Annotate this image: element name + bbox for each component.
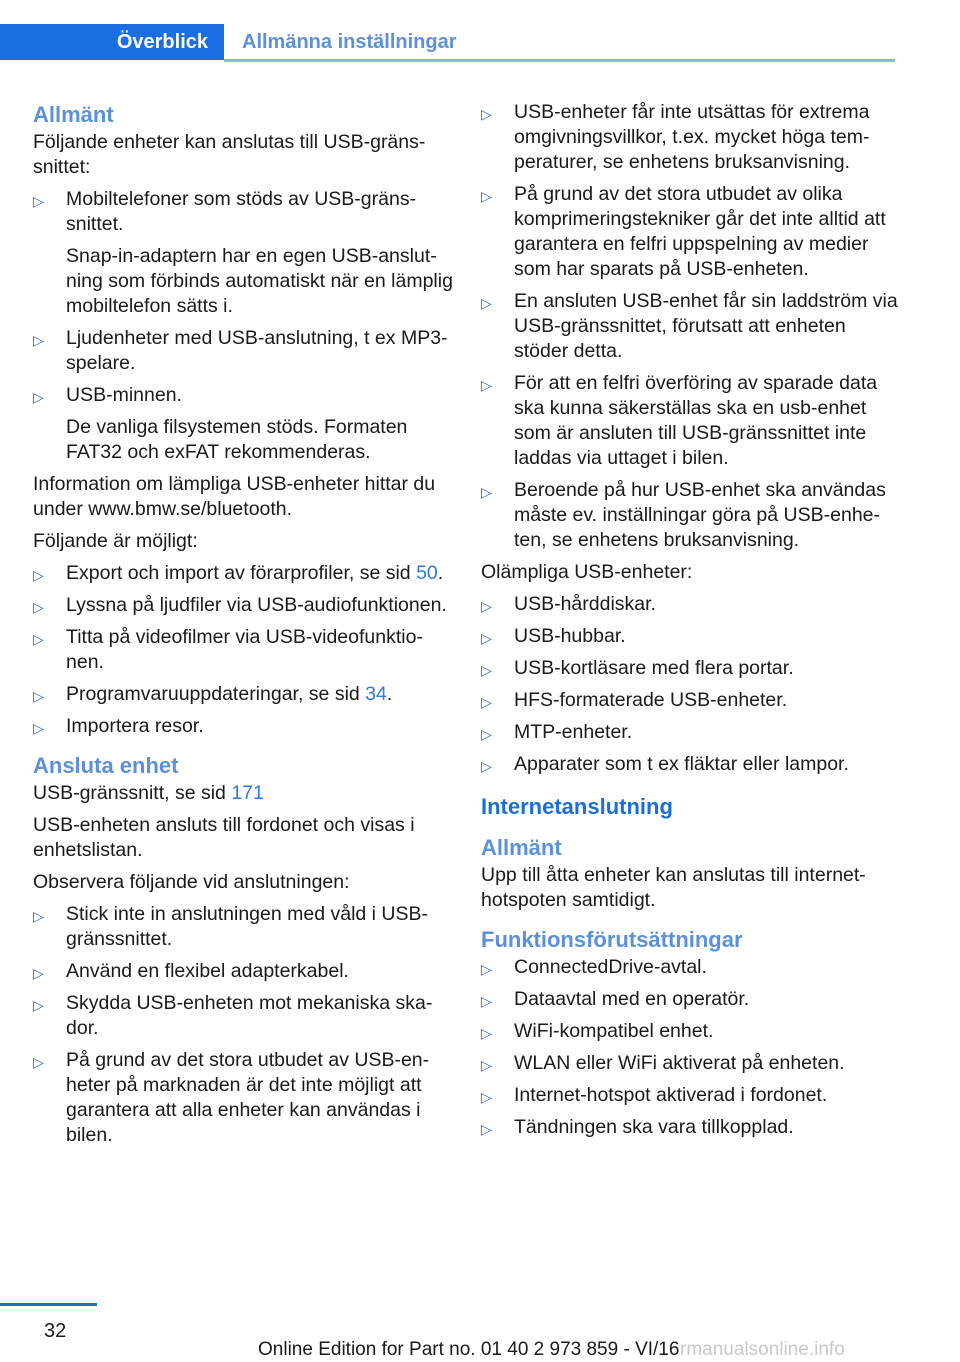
bullet-triangle-icon: ▷ [481,961,492,977]
bullet-triangle-icon: ▷ [481,630,492,646]
list-item-text: Tändningen ska vara tillkopplad. [514,1116,794,1138]
list-item-text: MTP-enheter. [514,721,633,743]
list-item-text: HFS-formaterade USB-enheter. [514,689,788,711]
list-item [33,326,453,376]
edition-text: Online Edition for Part no. 01 40 2 973 859 - VI/16 [258,1339,680,1360]
list-item [481,752,901,777]
list-item [481,1019,901,1044]
connected-text: USB-enheten ansluts till fordonet och visas i enhetslistan. [33,814,415,861]
possible-list [33,561,453,739]
list-item [481,478,901,553]
requirements-list [481,955,901,1140]
page-ref-link[interactable]: 50 [416,562,438,584]
list-item-text: Beroende på hur USB-enhet ska användas måste ev. inställningar göra på USB-enheten, se enhetens bruksanvisning. [514,479,886,551]
watermark: rmanualsonline.info [680,1339,845,1360]
list-item [481,1083,901,1108]
list-item [481,1115,901,1140]
bullet-triangle-icon: ▷ [33,631,44,647]
list-item-text: Internet-hotspot aktiverad i fordonet. [514,1084,828,1106]
list-item-text: USB-hårddiskar. [514,593,656,615]
bullet-triangle-icon: ▷ [481,726,492,742]
heading-allmant-2: Allmänt [481,835,562,860]
list-item [481,371,901,471]
observe-intro: Observera följande vid anslutningen: [33,871,350,893]
list-item-text: För att en felfri överföring av sparade data ska kunna säkerställas ska en usb-enhet som är ansluten till USB-gränssnittet inte laddas via uttaget i bilen. [514,372,878,469]
list-item [481,720,901,745]
bullet-triangle-icon: ▷ [481,1121,492,1137]
observe-list [33,902,453,1148]
info-text: Information om lämpliga USB-enheter hittar du under www.bmw.se/bluetooth. [33,473,436,520]
list-item [481,100,901,175]
bullet-triangle-icon: ▷ [481,662,492,678]
bullet-triangle-icon: ▷ [33,908,44,924]
list-item [33,991,453,1041]
bullet-triangle-icon: ▷ [33,193,44,209]
heading-funktionsforutsattningar: Funktionsförutsättningar [481,927,743,952]
bullet-triangle-icon: ▷ [481,1089,492,1105]
tab-underline [224,59,895,62]
bullet-triangle-icon: ▷ [481,694,492,710]
list-item [33,1048,453,1148]
list-item [33,714,453,739]
heading-ansluta-enhet: Ansluta enhet [33,753,179,778]
list-item [481,182,901,282]
page-number: 32 [44,1320,67,1342]
bullet-triangle-icon: ▷ [33,567,44,583]
list-item-text: På grund av det stora utbudet av USB-enheter på marknaden är det inte möjligt att garantera att alla enheter kan användas i bilen. [66,1049,430,1146]
usb-notes-list [481,100,901,553]
list-item [33,625,453,675]
bullet-triangle-icon: ▷ [481,993,492,1009]
list-item-punct: . [386,683,393,705]
list-item-text: En ansluten USB-enhet får sin laddström via USB-gränssnittet, förutsatt att enheten stöder detta. [514,290,898,362]
list-item-text: Importera resor. [66,715,204,737]
list-item-text: På grund av det stora utbudet av olika komprimeringstekniker går det inte alltid att garantera en felfri uppspelning av medier som har sparats på USB-enheten. [514,183,886,280]
list-item-text: Använd en flexibel adapterkabel. [66,960,349,982]
list-item-text: WiFi-kompatibel enhet. [514,1020,714,1042]
bullet-triangle-icon: ▷ [481,484,492,500]
unsuitable-intro: Olämpliga USB-enheter: [481,561,693,583]
usb-ref-link[interactable]: 171 [231,782,264,804]
bullet-triangle-icon: ▷ [481,106,492,122]
bullet-triangle-icon: ▷ [481,598,492,614]
list-item [481,289,901,364]
list-item [481,656,901,681]
list-item [481,955,901,980]
list-item-text: Export och import av förarprofiler, se sid [66,562,417,584]
list-item [481,624,901,649]
list-item [481,987,901,1012]
list-item-subtext: Snap-in-adaptern har en egen USB-anslutning som förbinds automatiskt när en lämplig mobiltelefon sätts i. [66,245,453,317]
list-item [33,187,453,319]
heading-allmant: Allmänt [33,102,114,127]
list-item-text: Mobiltelefoner som stöds av USB-gränssnittet. [66,188,417,235]
bullet-triangle-icon: ▷ [481,1025,492,1041]
list-item [33,561,453,586]
internet-text: Upp till åtta enheter kan anslutas till internet-hotspoten samtidigt. [481,864,866,911]
bullet-triangle-icon: ▷ [33,997,44,1013]
list-item-text: WLAN eller WiFi aktiverat på enheten. [514,1052,845,1074]
unsuitable-list [481,592,901,777]
page-ref-link[interactable]: 34 [365,683,387,705]
heading-internetanslutning: Internetanslutning [481,794,673,819]
list-item [481,1051,901,1076]
bullet-triangle-icon: ▷ [481,1057,492,1073]
possible-intro: Följande är möjligt: [33,530,198,552]
list-item-text: Apparater som t ex fläktar eller lampor. [514,753,849,775]
list-item [481,592,901,617]
list-item-text: Lyssna på ljudfiler via USB-audiofunktionen. [66,594,447,616]
bullet-triangle-icon: ▷ [33,332,44,348]
list-item [33,959,453,984]
footer-rule [0,1303,97,1306]
bullet-triangle-icon: ▷ [481,758,492,774]
list-item [33,902,453,952]
intro-text: Följande enheter kan anslutas till USB-gränssnittet: [33,131,426,178]
list-item-text: Ljudenheter med USB-anslutning, t ex MP3-spelare. [66,327,448,374]
bullet-triangle-icon: ▷ [33,720,44,736]
list-item-text: Stick inte in anslutningen med våld i USB-gränssnittet. [66,903,429,950]
list-item [33,682,453,707]
tab-overblick[interactable]: Överblick [0,24,224,60]
list-item-subtext: De vanliga filsystemen stöds. Formaten FAT32 och exFAT rekommenderas. [66,416,408,463]
bullet-triangle-icon: ▷ [33,1054,44,1070]
list-item-text: USB-kortläsare med flera portar. [514,657,794,679]
bullet-triangle-icon: ▷ [33,965,44,981]
bullet-triangle-icon: ▷ [481,377,492,393]
left-column [33,100,453,1155]
list-item-punct: . [437,562,444,584]
list-item-text: USB-minnen. [66,384,182,406]
list-item-text: USB-hubbar. [514,625,626,647]
bullet-triangle-icon: ▷ [481,295,492,311]
list-item [33,593,453,618]
tab-allmanna-installningar[interactable]: Allmänna inställningar [242,30,457,53]
bullet-triangle-icon: ▷ [33,688,44,704]
bullet-triangle-icon: ▷ [33,599,44,615]
chapter-tabs [0,24,895,62]
right-column [481,100,901,1147]
bullet-triangle-icon: ▷ [481,188,492,204]
device-list [33,187,453,465]
usb-ref [33,781,453,806]
list-item [33,383,453,465]
bullet-triangle-icon: ▷ [33,389,44,405]
list-item-text: USB-enheter får inte utsättas för extrema omgivningsvillkor, t.ex. mycket höga temperaturer, se enhetens bruksanvisning. [514,101,870,173]
list-item [481,688,901,713]
list-item-text: Programvaruuppdateringar, se sid [66,683,366,705]
list-item-text: Skydda USB-enheten mot mekaniska skador. [66,992,433,1039]
list-item-text: Dataavtal med en operatör. [514,988,750,1010]
usb-ref-text: USB-gränssnitt, se sid [33,782,232,804]
list-item-text: ConnectedDrive-avtal. [514,956,707,978]
list-item-text: Titta på videofilmer via USB-videofunktionen. [66,626,423,673]
